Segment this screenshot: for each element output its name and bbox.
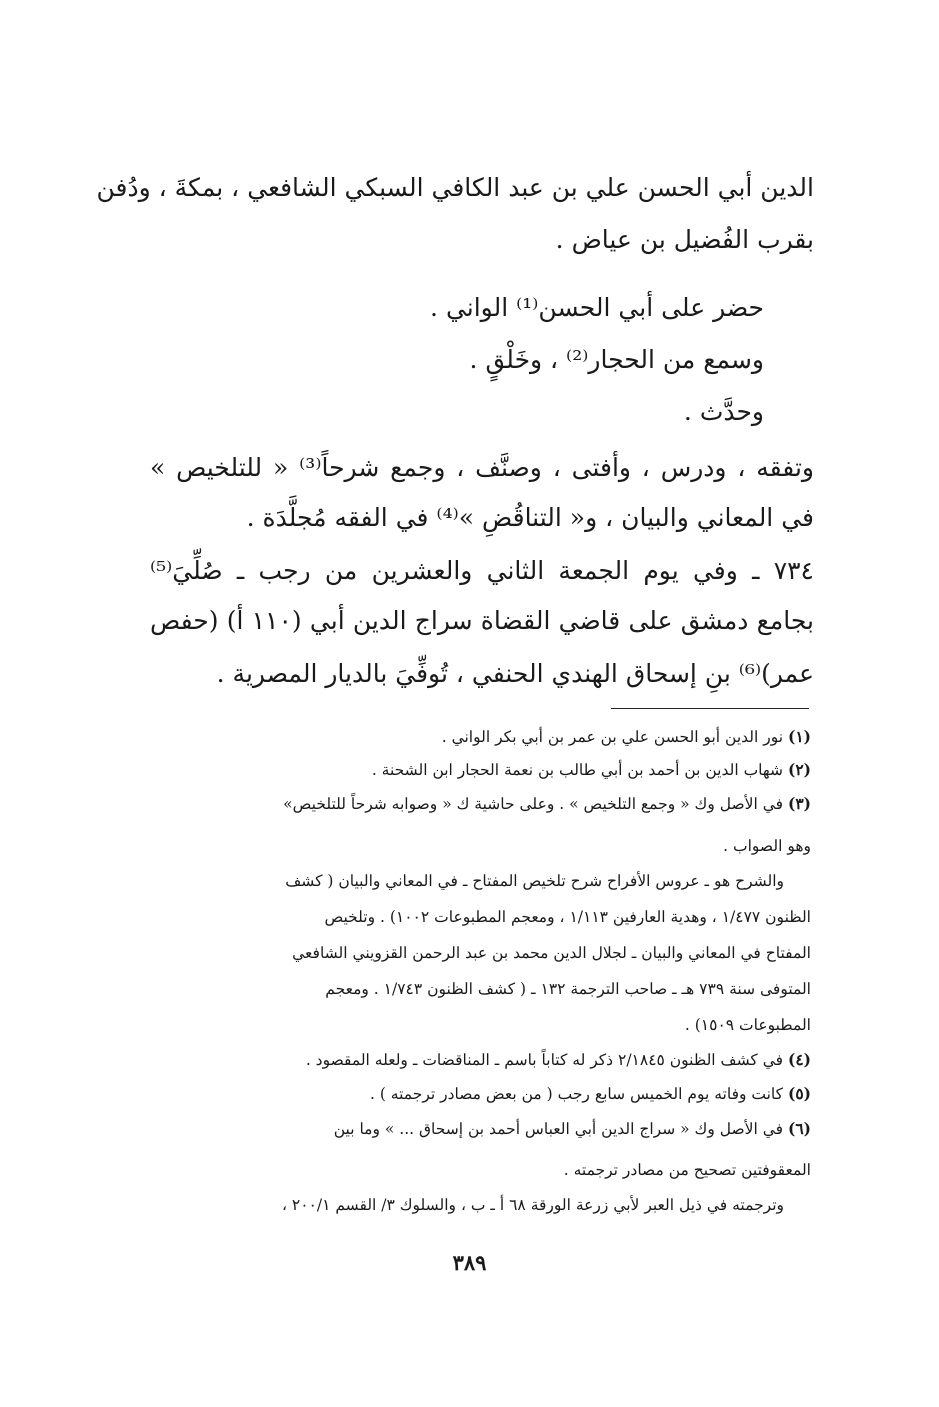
main-text [96,168,815,698]
text-line-2: بقرب الفُضيل بن عياض . [555,225,814,254]
text-line-7: في المعاني والبيان ، و« التناقُضِ »⁽⁴⁾ في الفقه مُجلَّدَة . [246,503,814,532]
footnote-2 [372,755,811,785]
footnote-1 [442,722,811,752]
footnote-3-paragraph-line-4: المتوفى سنة ٧٣٩ هـ ـ صاحب الترجمة ١٣٢ ـ ( كشف الظنون ١/٧٤٣ . ومعجم [325,980,811,998]
footnote-number: (٢) [787,760,811,779]
footnote-4 [306,1045,811,1075]
footnote-3-paragraph-line-2: الظنون ١/٤٧٧ ، وهدية العارفين ١/١١٣ ، ومعجم المطبوعات ١٠٠٢) . وتلخيص [324,908,811,926]
text-line-10: عمر)⁽⁶⁾ بنِ إسحاق الهندي الحنفي ، تُوفِّيَ بالديار المصرية . [216,659,814,688]
text-line-1: الدين أبي الحسن علي بن عبد الكافي السبكي الشافعي ، بمكةَ ، ودُفن [96,173,814,202]
page-number: ٣٨٩ [452,1250,487,1275]
footnote-text: شهاب الدين بن أحمد بن أبي طالب بن نعمة الحجار ابن الشحنة . [371,761,784,779]
footnote-5 [370,1079,811,1109]
footnote-3-paragraph-line-1: والشرح هو ـ عروس الأفراح شرح تلخيص المفتاح ـ في المعاني والبيان ( كشف [285,872,784,890]
footnote-number: (٥) [787,1084,811,1103]
text-line-9: بجامع دمشق على قاضي القضاة سراج الدين أبي (١١٠ أ) (حفص [150,606,815,635]
footnote-6-paragraph: وترجمته في ذيل العبر لأبي زرعة الورقة ٦٨ أ ـ ب ، والسلوك ٣/ القسم ٢٠٠/١ ، [281,1196,784,1214]
footnote-3-paragraph-line-3: المفتاح في المعاني والبيان ـ لجلال الدين محمد بن عبد الرحمن القزويني الشافعي [292,944,811,962]
text-line-4: وسمع من الحجار⁽²⁾ ، وخَلْقٍ . [469,345,764,374]
footnote-text: في الأصل وك « سراج الدين أبي العباس أحمد بن إسحاق ... » وما بين [333,1120,784,1138]
footnote-text: في كشف الظنون ٢/١٨٤٥ ذكر له كتاباً باسم ـ المناقضات ـ ولعله المقصود . [305,1051,784,1069]
footnote-6 [334,1114,811,1144]
footnote-number: (٤) [787,1050,811,1069]
footnote-number: (١) [787,727,811,746]
footnote-number: (٦) [787,1119,811,1138]
text-line-3: حضر على أبي الحسن⁽¹⁾ الواني . [430,293,764,322]
footnote-number: (٣) [787,794,811,813]
footnote-6-continuation: المعقوفتين تصحيح من مصادر ترجمته . [563,1161,811,1179]
footnote-3-continuation: وهو الصواب . [723,837,811,855]
footnote-3-paragraph-line-5: المطبوعات ١٥٠٩) . [684,1016,811,1034]
footnote-text: في الأصل وك « وجمع التلخيص » . وعلى حاشية ك « وصوابه شرحاً للتلخيص» [283,795,784,813]
footnote-text: نور الدين أبو الحسن علي بن عمر بن أبي بكر الواني . [441,728,784,746]
text-line-8: ٧٣٤ ـ وفي يوم الجمعة الثاني والعشرين من رجب ـ صُلِّيَ⁽⁵⁾ [150,556,814,585]
footnote-separator [611,708,809,709]
footnote-3 [283,789,811,819]
text-line-6: وتفقه ، ودرس ، وأفتى ، وصنَّف ، وجمع شرحاً⁽³⁾ « للتلخيص » [150,453,814,482]
footnote-text: كانت وفاته يوم الخميس سابع رجب ( من بعض مصادر ترجمته ) . [369,1085,784,1103]
text-line-5: وحدَّث . [683,397,764,426]
